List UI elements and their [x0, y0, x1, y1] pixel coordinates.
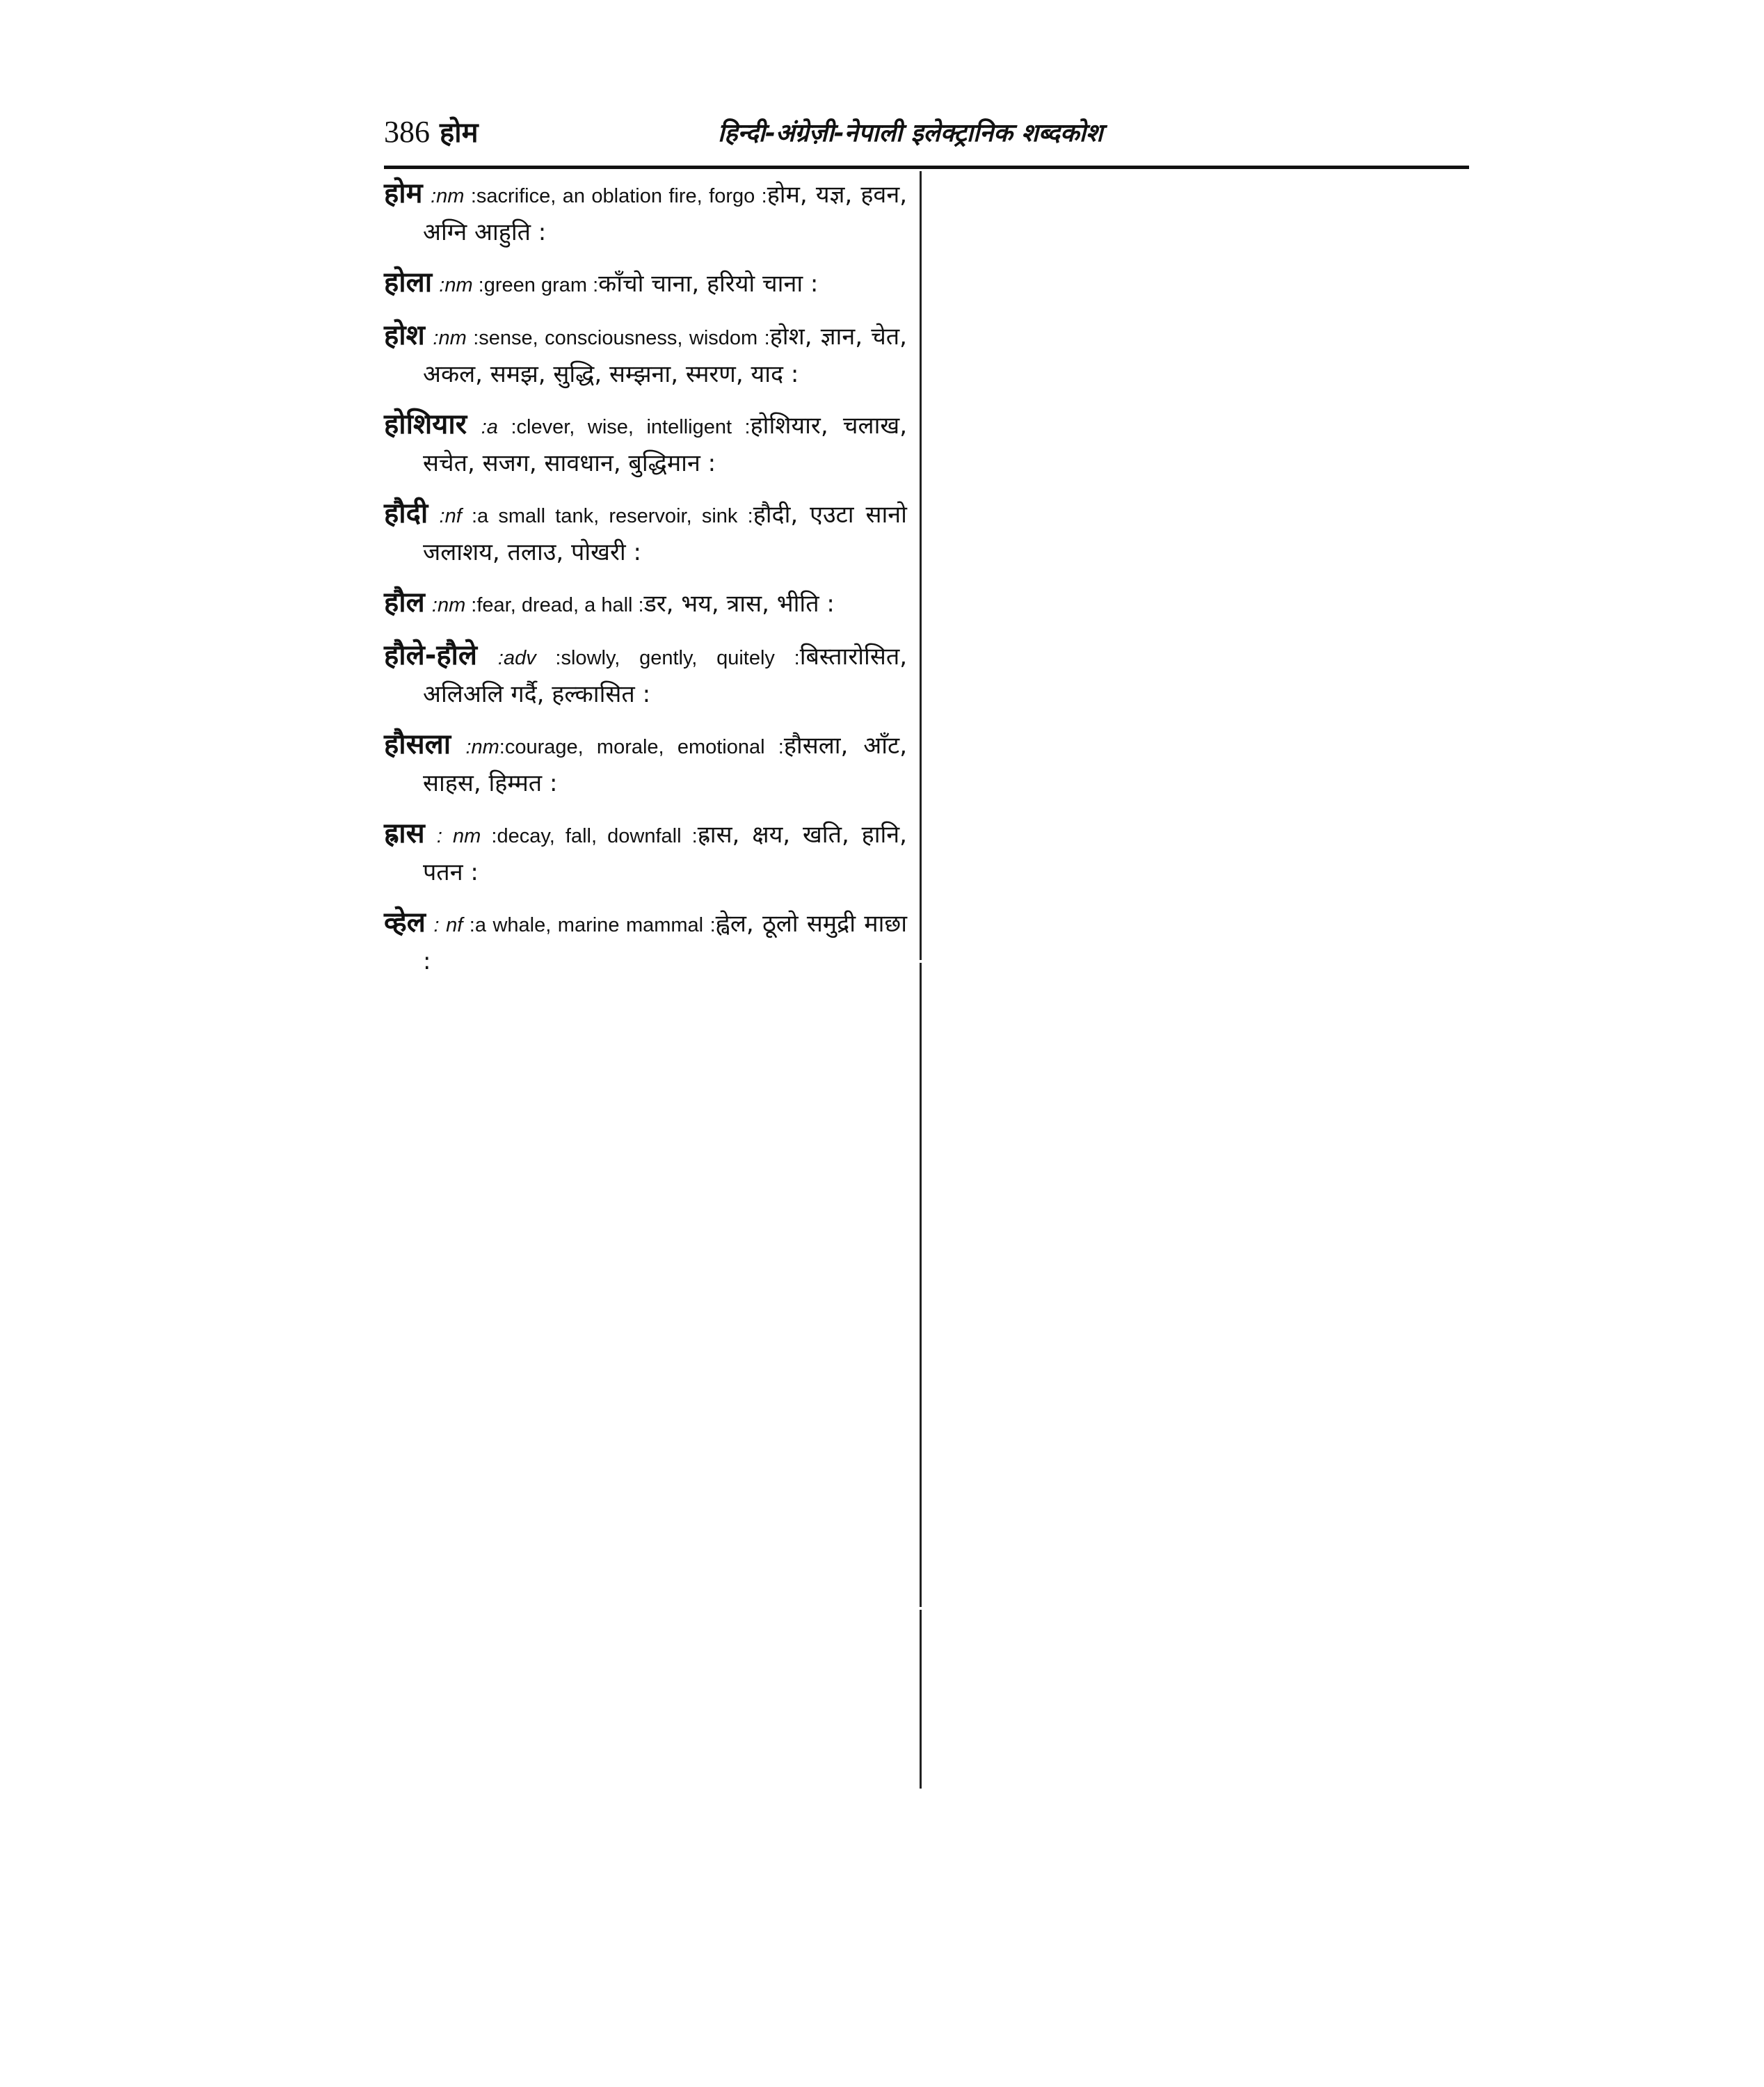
entry-english: :clever, wise, intelligent :	[497, 416, 751, 438]
entry-nepali: बिस्तारोसित, अलिअलि गर्दै, हल्कासित :	[423, 643, 908, 708]
dictionary-entry	[384, 726, 907, 801]
entry-nepali: हौसला, आँट, साहस, हिम्मत :	[423, 732, 908, 797]
dictionary-entry	[384, 584, 907, 623]
entry-nepali: होम, यज्ञ, हवन, अग्नि आहुति :	[423, 181, 908, 246]
column-divider	[920, 171, 922, 1789]
entry-english: :fear, dread, a hall :	[465, 594, 644, 616]
entry-english: :a small tank, reservoir, sink :	[461, 505, 753, 527]
entry-pos: : nm	[436, 825, 481, 847]
dictionary-entry	[384, 175, 907, 250]
entry-headword: होशियार	[384, 408, 467, 440]
book-title: हिन्दी-अंग्रेज़ी-नेपाली इलेक्ट्रानिक शब्दकोश	[718, 119, 1103, 147]
entry-headword: होम	[384, 177, 423, 209]
entry-english: :green gram :	[472, 274, 599, 296]
dictionary-entry	[384, 637, 907, 712]
header-rule	[384, 166, 1469, 169]
entry-pos: :nm	[465, 736, 499, 758]
entry-pos: :a	[481, 416, 498, 438]
entry-nepali: ह्रास, क्षय, खति, हानि, पतन :	[423, 821, 907, 886]
entry-pos: : nf	[433, 914, 463, 936]
dictionary-entry	[384, 815, 907, 890]
dictionary-entry	[384, 317, 907, 392]
entry-pos: :nm	[439, 274, 473, 296]
entry-pos: :nm	[431, 185, 465, 207]
entry-headword: हौले-हौले	[384, 639, 478, 671]
entry-headword: व्हेल	[384, 906, 426, 938]
entry-pos: :nm	[433, 327, 467, 349]
entry-nepali: होशियार, चलाख, सचेत, सजग, सावधान, बुद्धिमान :	[423, 412, 908, 477]
entry-pos: :nm	[431, 594, 466, 616]
page-header	[384, 111, 1469, 167]
page-head-word: होम	[440, 117, 479, 149]
dictionary-entry	[384, 904, 907, 979]
entry-english: :slowly, gently, quitely :	[536, 647, 800, 669]
entry-headword: होला	[384, 266, 433, 298]
entry-pos: :nf	[439, 505, 462, 527]
page-number-block	[384, 111, 479, 154]
entry-pos: :adv	[497, 647, 536, 669]
entry-nepali: होश, ज्ञान, चेत, अकल, समझ, सुद्धि, सम्झना, स्मरण, याद :	[423, 323, 907, 388]
dictionary-entry	[384, 406, 907, 481]
entry-english: :a whale, marine mammal :	[463, 914, 716, 936]
entry-english: :courage, morale, emotional :	[499, 736, 784, 758]
entry-headword: हौदी	[384, 497, 428, 529]
entry-headword: हौसला	[384, 728, 451, 760]
column-divider-gap	[920, 1607, 922, 1610]
dictionary-entry	[384, 264, 907, 303]
entry-english: :sacrifice, an oblation fire, forgo :	[464, 185, 767, 207]
entry-nepali: ह्वेल, ठूलो समुद्री माछा :	[423, 910, 908, 975]
entry-headword: होश	[384, 319, 425, 351]
entry-nepali: काँचो चाना, हरियो चाना :	[598, 270, 819, 298]
entry-headword: ह्रास	[384, 817, 425, 849]
dictionary-entry	[384, 495, 907, 570]
column-divider-gap	[920, 960, 922, 963]
entry-headword: हौल	[384, 586, 425, 618]
page-number: 386	[384, 115, 430, 149]
dictionary-entries	[384, 175, 907, 993]
entry-english: :sense, consciousness, wisdom :	[466, 327, 770, 349]
entry-nepali: डर, भय, त्रास, भीति :	[643, 590, 835, 618]
entry-english: :decay, fall, downfall :	[481, 825, 698, 847]
entry-nepali: हौदी, एउटा सानो जलाशय, तलाउ, पोखरी :	[423, 501, 907, 566]
